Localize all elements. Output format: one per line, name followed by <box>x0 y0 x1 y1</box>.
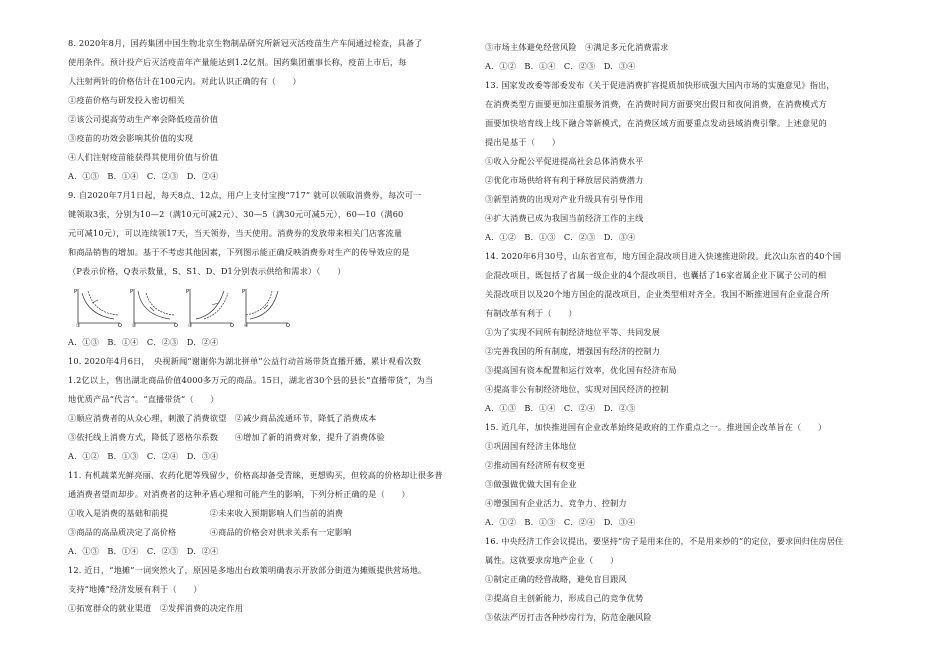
q13-stem-4: 提出是基于（ ） <box>485 137 561 147</box>
graph-4 <box>242 285 290 327</box>
q10-stem-1: 10. 2020年4月6日， 央视新闻“谢谢你为湖北拼单”公益行动首场带货直播开播，累计观看次数 <box>68 356 422 366</box>
graph-2-p-label: P <box>130 289 134 295</box>
q12-option-2: ③市场主体避免经营风险 ④满足多元化消费需求 <box>485 42 669 52</box>
graph-3-q-label: Q <box>230 323 234 327</box>
q10-choices: A．①② B．①③ C．②④ D．③④ <box>68 451 219 461</box>
q15-option-4: ④增强国有企业活力、竞争力、控制力 <box>485 498 627 508</box>
q14-stem-3: 关混改项目以及20个地方国企的混改项目，企业类型相对齐全。我国不断推进国有企业混合所 <box>485 289 830 299</box>
q12-stem-2: 支持“地摊”经济发展有利于（ ） <box>68 584 202 594</box>
graph-4-p-label: P <box>242 289 246 295</box>
graph-3 <box>186 285 234 327</box>
q11-option-2: ③商品的高品质决定了高价格 ④商品的价格会对供求关系有一定影响 <box>68 527 352 537</box>
graph-3-p-label: P <box>186 289 190 295</box>
q15-stem-1: 15. 近几年，加快推进国有企业改革始终是政府的工作重点之一。推进国企改革旨在（ ） <box>485 422 827 432</box>
q11-choices: A．①③ B．①④ C．②③ D．②④ <box>68 546 219 556</box>
q14-choices: A．①③ B．①④ C．②④ D．②③ <box>485 403 636 413</box>
q13-stem-3: 面要加快培育线上线下融合等新模式，在消费区域方面要重点发动县域消费引擎。上述意见的 <box>485 118 827 128</box>
q12-stem-1: 12. 近日，“地摊”一词突然火了，原因是多地出台政策明确表示开放部分街道为摊贩提供营场地。 <box>68 565 427 575</box>
graph-1-number: ① <box>76 323 81 327</box>
supply-demand-figures <box>74 285 473 329</box>
graph-1 <box>74 285 122 327</box>
q8-stem-3: 人注射两针的价格估计在100元内。对此认识正确的有（ ） <box>68 76 301 86</box>
q16-stem-1: 16. 中央经济工作会议提出，要坚持“房子是用来住的，不是用来炒的”的定位，要求回归住房居住 <box>485 536 844 546</box>
q9-stem-5: （P表示价格，Q表示数量，S、S1、D、D1分别表示供给和需求）（ ） <box>68 266 346 276</box>
q14-option-3: ③提高国有资本配置和运行效率，优化国有经济布局 <box>485 365 677 375</box>
q16-option-2: ②提高自主创新能力，形成自己的竞争优势 <box>485 593 644 603</box>
q13-option-1: ①收入分配公平促进提高社会总体消费水平 <box>485 156 644 166</box>
graph-1-q-label: Q <box>118 323 122 327</box>
q13-option-4: ④扩大消费已成为我国当前经济工作的主线 <box>485 213 644 223</box>
graph-1-p-label: P <box>74 289 78 295</box>
q14-stem-4: 有制改革有利于（ ） <box>485 308 577 318</box>
q16-stem-2: 属性。这就要求房地产企业（ ） <box>485 555 619 565</box>
q10-stem-3: 地优质产品“代言”。“直播带货”（ ） <box>68 394 219 404</box>
q9-stem-4: 和商品销售的增加。基于不考虑其他因素，下列图示能正确反映消费券对生产的传导效应的是 <box>68 247 410 257</box>
q8-option-1: ①疫苗价格与研发投入密切相关 <box>68 95 185 105</box>
q8-stem-2: 使用条件。预计投产后灭活疫苗年产量能达到1.2亿剂。国药集团董事长称，疫苗上市后，每 <box>68 57 407 67</box>
q15-option-2: ②推动国有经济所有权变更 <box>485 460 586 470</box>
q9-stem-1: 9. 自2020年7月1日起，每天8点、12点，用户上支付宝搜“717” 就可以领取消费券，每次可一 <box>68 190 422 200</box>
q8-stem-1: 8. 2020年8月，国药集团中国生物北京生物制品研究所新冠灭活疫苗生产车间通过检查，具备了 <box>68 38 423 48</box>
right-column <box>485 38 890 627</box>
q8-option-2: ②该公司提高劳动生产率会降低疫苗价值 <box>68 114 219 124</box>
q14-option-1: ①为了实现不同所有制经济地位平等、共同发展 <box>485 327 661 337</box>
q8-option-4: ④人们注射疫苗能获得其使用价值与价值 <box>68 152 219 162</box>
graph-2 <box>130 285 178 327</box>
q13-stem-2: 在消费类型方面要更加注重服务消费，在消费时间方面要突出假日和夜间消费，在消费模式方 <box>485 99 827 109</box>
q8-option-3: ③疫苗的功效会影响其价值的实现 <box>68 133 194 143</box>
graph-2-q-label: Q <box>174 323 178 327</box>
q14-stem-1: 14. 2020年6月30号，山东省宣布，地方国企混改项目进入快速推进阶段。此次山东省的40个国 <box>485 251 842 261</box>
q16-option-3: ③依法严厉打击各种炒房行为，防范金融风险 <box>485 612 652 622</box>
q15-option-1: ①巩固国有经济主体地位 <box>485 441 577 451</box>
q10-option-2: ③依托线上消费方式，降低了恩格尔系数 ④增加了新的消费对象，提升了消费体验 <box>68 432 385 442</box>
left-column <box>68 34 473 618</box>
q13-stem-1: 13. 国家发改委等部委发布《关于促进消费扩容提质加快形成强大国内市场的实施意见》指出， <box>485 80 835 90</box>
graph-4-q-label: Q <box>286 323 290 327</box>
q10-stem-2: 1.2亿以上，售出湖北商品价值4000多万元的商品。15日，湖北省30个县的县长“直播带货”，为当 <box>68 375 434 385</box>
q14-stem-2: 企混改项目，既包括了省属一级企业的4个混改项目，也囊括了16家省属企业下属子公司的相 <box>485 270 827 280</box>
q11-stem-2: 通消费者望而却步。对消费者的这种矛盾心理和可能产生的影响，下列分析正确的是（ ） <box>68 489 410 499</box>
q13-choices: A．①② B．①③ C．②③ D．③④ <box>485 232 636 242</box>
q8-choices: A．①③ B．①④ C．②③ D．②④ <box>68 171 219 181</box>
q9-stem-2: 键领取3张，分别为10—2（满10元可减2元）、30—5（满30元可减5元），60—10（满60 <box>68 209 404 219</box>
q11-stem-1: 11. 有机蔬菜光鲜亮丽、农药化肥等残留少，价格高却备受青睐，更想购买，但较高的价格却让很多普 <box>68 470 443 480</box>
q14-option-4: ④提高非公有制经济地位，实现对国民经济的控制 <box>485 384 669 394</box>
q13-option-2: ②优化市场供给将有利于释放居民消费潜力 <box>485 175 644 185</box>
graph-4-number: ④ <box>244 323 249 327</box>
q12-choices: A．①② B．①④ C．②③ D．③④ <box>485 61 636 71</box>
graph-3-number: ③ <box>188 323 193 327</box>
q9-choices: A．①③ B．①④ C．②③ D．②④ <box>68 337 219 347</box>
q16-option-1: ①制定正确的经营战略，避免盲目跟风 <box>485 574 627 584</box>
q9-stem-3: 元可减10元），可以连续领17天，当天领券，当天使用。消费券的发放带来相关门店客流量 <box>68 228 403 238</box>
q14-option-2: ②完善我国的所有制度，增强国有经济的控制力 <box>485 346 661 356</box>
graph-2-number: ② <box>132 323 137 327</box>
q13-option-3: ③新型消费的出现对产业升级具有引导作用 <box>485 194 644 204</box>
q10-option-1: ①顺应消费者的从众心理，刺激了消费欲望 ②减少商品流通环节，降低了消费成本 <box>68 413 377 423</box>
q15-option-3: ③做强做优做大国有企业 <box>485 479 577 489</box>
q12-option-1: ①拓宽群众的就业渠道 ②发挥消费的决定作用 <box>68 603 244 613</box>
q15-choices: A．①② B．①③ C．②④ D．③④ <box>485 517 636 527</box>
q11-option-1: ①收入是消费的基础和前提 ②未来收入预期影响人们当前的消费 <box>68 508 344 518</box>
